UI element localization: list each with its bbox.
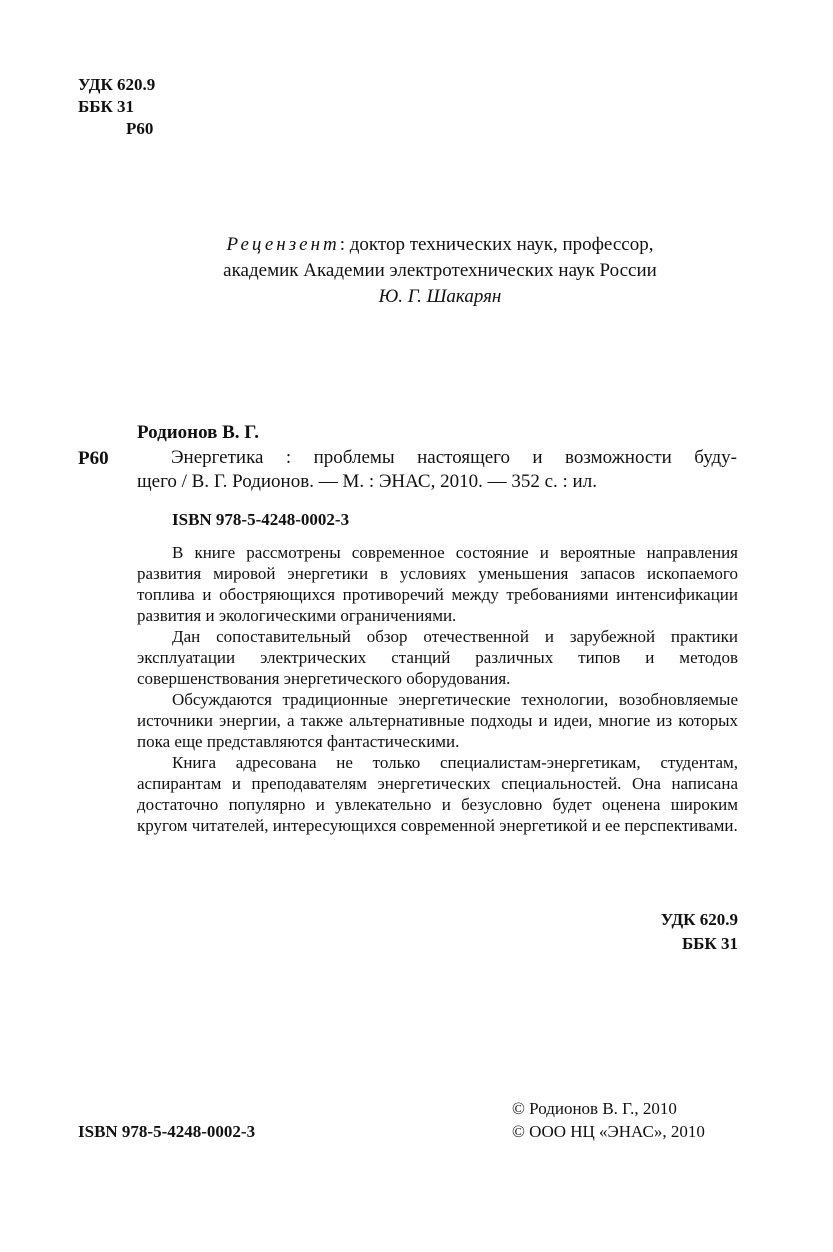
catalog-isbn: ISBN 978-5-4248-0002-3: [172, 510, 350, 529]
bottom-udk-code: УДК 620.9: [660, 910, 738, 929]
copyright-publisher: © ООО НЦ «ЭНАС», 2010: [512, 1122, 705, 1141]
top-classification-block: [78, 74, 155, 140]
catalog-title-entry: [137, 446, 737, 494]
reviewer-line-2: академик Академии электротехнических наук России: [223, 260, 657, 281]
annotation-paragraph: Дан сопоставительный обзор отечественной и зарубежной практики эксплуатации электрических станций различных типов и методов совершенствования энергетического оборудования.: [137, 627, 738, 688]
reviewer-line-1: [120, 232, 760, 258]
reviewer-label: Рецензент: [226, 234, 340, 255]
bbk-code: ББК 31: [78, 97, 135, 116]
annotation-paragraph: Обсуждаются традиционные энергетические технологии, возобновляемые источники энергии, а также альтернативные подходы и идеи, многие из которых пока еще представляются фантастическими.: [137, 690, 738, 751]
bottom-bbk-code: ББК 31: [681, 934, 738, 953]
annotation-paragraph: В книге рассмотрены современное состояние и вероятные направления развития мировой энергетики в условиях уменьшения запасов ископаемого топлива и обостряющихся противоречий между требованиями интенсификации развития и экологическими ограничениями.: [137, 543, 738, 625]
reviewer-credentials: : доктор технических наук, профессор,: [339, 234, 654, 255]
reviewer-name: Ю. Г. Шакарян: [378, 286, 502, 307]
copyright-author: © Родионов В. Г., 2010: [512, 1099, 677, 1118]
catalog-title-line-1: Энергетика : проблемы настоящего и возможности буду-: [171, 447, 737, 468]
author-code: Р60: [126, 119, 154, 138]
footer-isbn: ISBN 978-5-4248-0002-3: [78, 1122, 256, 1141]
catalog-side-code: Р60: [78, 448, 109, 469]
reviewer-block: [120, 232, 760, 310]
bottom-classification-block: [600, 908, 738, 956]
catalog-title-line-2: щего / В. Г. Родионов. — М. : ЭНАС, 2010. — 352 с. : ил.: [137, 471, 597, 492]
annotation-paragraph: Книга адресована не только специалистам-энергетикам, студентам, аспирантам и преподавателям энергетических специальностей. Она написана достаточно популярно и увлекательно и безусловно будет оценена широким кругом читателей, интересующихся современной энергетикой и ее перспективами.: [137, 753, 738, 835]
catalog-author: Родионов В. Г.: [137, 422, 259, 443]
copyright-block: [512, 1097, 705, 1143]
udk-code: УДК 620.9: [78, 75, 156, 94]
annotation-text: [137, 542, 738, 836]
